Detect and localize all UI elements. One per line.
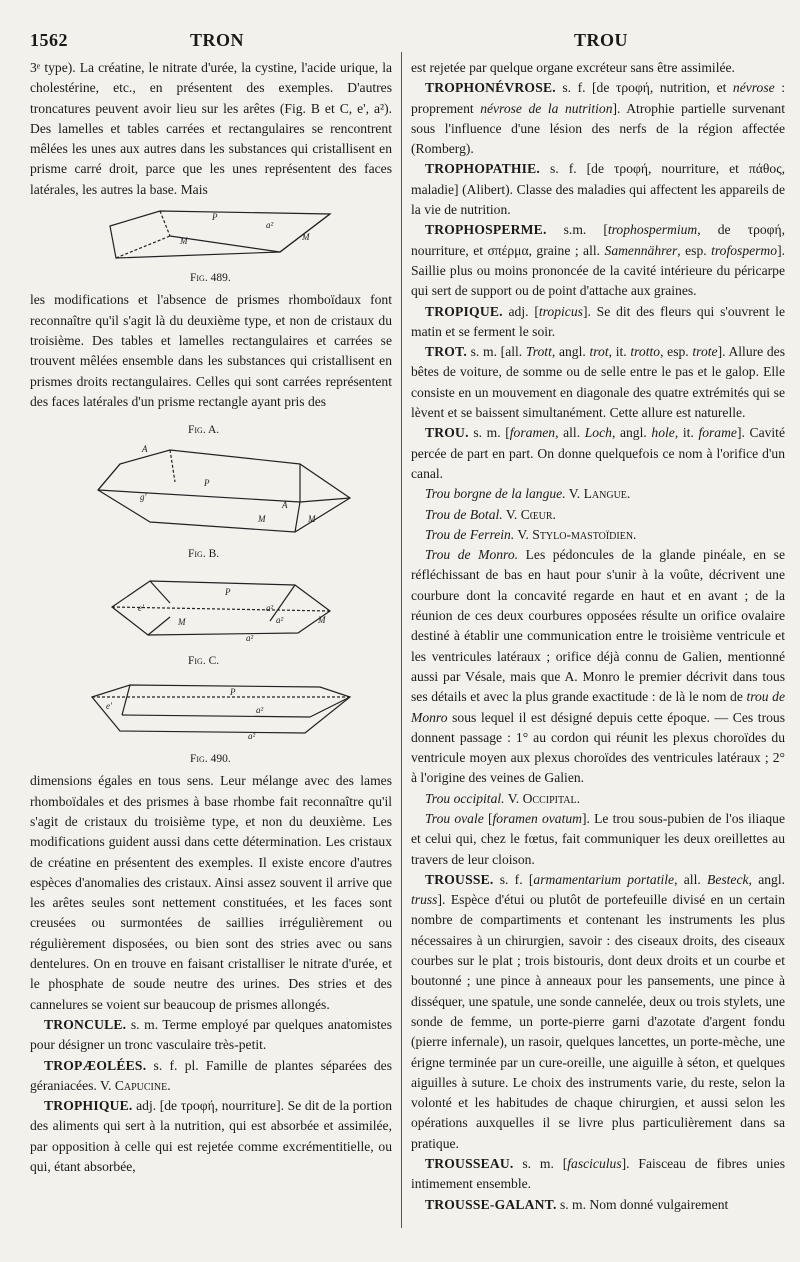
entry-text: s. f. [ — [493, 871, 534, 887]
figure-489 — [30, 202, 392, 266]
sub-entry-title: Trou occipital. — [425, 790, 505, 806]
dictionary-entry — [411, 870, 785, 1154]
entry-text: s.m. [ — [546, 222, 608, 238]
cross-reference: Cœur. — [520, 506, 556, 522]
figure-c — [30, 673, 392, 743]
figA-label: P — [204, 478, 210, 489]
figB-label: P — [225, 586, 231, 597]
dictionary-entry — [411, 159, 785, 220]
entry-text: , esp. — [677, 242, 712, 258]
figure-caption: Fig. C. — [188, 654, 220, 667]
cross-reference: Stylo-mastoïdien. — [532, 526, 637, 542]
entry-text: ]. Atrophie partielle survenant sous l'influence d'une lésion des nerfs de la région affectée (Romberg). — [411, 100, 785, 157]
entry-text: s. f. [de τροφή, nourriture, et πάθος, maladie] (Alibert). Classe des maladies qui affectent les appareils de la vie de nutrition. — [411, 161, 785, 218]
entry-text: ]. Saillie plus ou moins prononcée de la cavité intérieure du péricarpe qui sert de support ou de point d'attache aux graines. — [411, 242, 785, 299]
figC-label: a² — [256, 705, 264, 716]
entry-italic: truss — [411, 892, 438, 908]
headword: TROUSSEAU. — [425, 1156, 514, 1172]
entry-text: , it. — [608, 344, 631, 360]
sub-entry — [411, 809, 785, 870]
entry-text: , all. — [674, 871, 708, 887]
entry-text: ]. Le trou sous-pubien de l'os iliaque et celui qui, chez le fœtus, fait communiquer les deux oreillettes au travers de leur cloison. — [411, 810, 785, 867]
figA-label: A — [282, 500, 288, 511]
entry-italic: Trott — [525, 344, 552, 360]
figA-label: g' — [140, 492, 147, 503]
figA-label: M — [308, 514, 316, 525]
entry-italic: trotto — [630, 344, 661, 360]
sub-entry — [411, 484, 785, 504]
entry-italic: Samennährer — [604, 242, 678, 258]
entry-text: adj. [de τροφή, nourriture]. Se dit de la portion des aliments qui sert à la nutrition, qui est absorbée et assimilée, par opposition à celle qui est rejetée comme excrémentitielle, ou qui, étant absorbée, — [30, 1098, 392, 1174]
entry-text: s. f. [de τροφή, nutrition, et — [555, 80, 733, 96]
entry-italic: trot — [589, 344, 609, 360]
dictionary-entry — [411, 220, 785, 301]
entry-text: , angl. — [611, 425, 652, 441]
headword: TROPHOSPERME. — [425, 222, 547, 238]
column-divider — [401, 52, 402, 1228]
entry-italic: foramen — [509, 425, 556, 441]
entry-text: s. m. [all. — [466, 344, 526, 360]
headword: TROT. — [425, 344, 467, 360]
sub-entry — [411, 545, 785, 789]
fig489-label: a² — [266, 220, 274, 231]
entry-text: ]. Allure des bêtes de voiture, de somme ou de selle entre le pas et le galop. Elle consiste en un mouvement en diagonale des quatre extrémités qui se lèvent et se baissent simultanément. Cette allure est naturelle. — [411, 344, 785, 421]
entry-text: [ — [483, 810, 493, 826]
entry-italic: trou de Monro — [411, 689, 786, 725]
entry-text: s. m. Nom donné vulgairement — [556, 1196, 729, 1212]
entry-text: , de τροφή, nourriture, et σπέρμα, graine ; all. — [411, 222, 785, 258]
figure-caption: Fig. B. — [188, 548, 220, 561]
entry-italic: trote — [692, 344, 718, 360]
sub-entry — [411, 505, 785, 525]
figC-label: e' — [106, 701, 112, 712]
dictionary-entry — [30, 1096, 392, 1177]
cross-reference: Capucine. — [114, 1077, 171, 1093]
left-running-title: TRON — [190, 30, 245, 50]
dictionary-entry — [411, 302, 785, 343]
entry-italic: hole — [651, 425, 675, 441]
crystal-outline — [110, 211, 330, 258]
entry-text: Les pédoncules de la glande pinéale, en se réfléchissant de bas en haut pour s'unir à la voûte, décrivent une courbure dont la concavité regarde en haut et en avant ; de la réunion de ces deux courbures opposées résulte un orifice ovalaire destiné à établir une communication entre le troisième ventricule et les ventricules latéraux ; orifice déjà connu de Galien, mentionné aussi par Vésale, mais que A. Monro le premier décrivit dans tous ses détails et avec la plus grande exactitude : de là le nom de — [411, 547, 785, 705]
entry-italic: Besteck — [707, 871, 749, 887]
headword: TROPIQUE. — [425, 303, 503, 319]
figB-label: e' — [138, 602, 144, 613]
headword: TROPHIQUE. — [44, 1098, 133, 1114]
sub-entry-title: Trou de Monro. — [425, 547, 519, 563]
entry-text: sous lequel il est désigné depuis cette époque. — Ces trous donnent passage : 1° au cordon qui réunit les plexus choroïdes du ventricule moyen aux plexus choroïdes des ventricules latéraux ; 2° à l'origine des veines de Galien. — [411, 709, 785, 786]
headword: TROPÆOLÉES. — [44, 1057, 147, 1073]
paragraph: les modifications et l'absence de prismes rhomboïdaux font reconnaître qu'il s'agit là du deuxième type, et non de cristaux du troisième. Des tables et lamelles rectangulaires et carrées se trouvent mêlées ensemble dans les substances qui cristallisent en prismes droits rectangulaires. Celles qui sont carrées représentent des faces latérales d'un prisme rectangle ayant pris des — [30, 292, 392, 409]
entry-italic: névrose de la nutrition — [480, 100, 613, 116]
entry-italic: trophospermium — [607, 222, 698, 238]
sub-entry-title: Trou ovale — [425, 810, 484, 826]
figure-caption: Fig. 490. — [190, 753, 231, 766]
entry-text: , angl. — [748, 871, 785, 887]
cross-reference: Occipital. — [522, 790, 580, 806]
entry-text: s. f. pl. Famille de plantes séparées des géraniacées. V. — [30, 1057, 392, 1093]
headword: TROUSSE. — [425, 871, 494, 887]
headword: TROU. — [425, 425, 469, 441]
paragraph: est rejetée par quelque organe excréteur sans être assimilée. — [411, 60, 735, 75]
paragraph: dimensions égales en tous sens. Leur mélange avec des lames rhomboïdales et des prismes à base rhombe fait reconnaître qu'il s'agit de cristaux du troisième type, et non du deuxième. Les modifications guident aussi dans cette détermination. Les cristaux de créatine en présentent des exemples. Il existe encore d'autres espèces d'anomalies des cristaux. Ainsi assez souvent il arrive que les arêtes seules sont nettement constituées, et les faces sont creusées ou surmontées de saillies irrégulièrement ou régulièrement disposées, ou bien sont des stries avec ou sans dentelures. On en trouve en faisant cristalliser le nitrate d'urée, et le phosphate de soude neutre des urines. Des stries et des cannelures se voient sur beaucoup de prismes allongés. — [30, 773, 392, 1012]
page-header — [0, 30, 800, 54]
right-running-title: TROU — [574, 30, 629, 50]
figB-label: a² — [276, 614, 284, 625]
entry-text: , it. — [674, 425, 699, 441]
headword: TROUSSE-GALANT. — [425, 1196, 557, 1212]
figB-label: a² — [246, 632, 254, 643]
headword: TROPHOPATHIE. — [425, 161, 541, 177]
fig489-label: M — [302, 232, 310, 243]
sub-entry-title: Trou de Ferrein. — [425, 526, 515, 542]
entry-text: s. m. [ — [513, 1156, 568, 1172]
entry-italic: tropicus — [538, 303, 583, 319]
sub-entry-title: Trou de Botal. — [425, 506, 503, 522]
headword: TROPHONÉVROSE. — [425, 80, 556, 96]
figure-caption: Fig. 489. — [190, 272, 231, 285]
fig489-label: P — [212, 212, 218, 223]
right-column — [411, 58, 785, 1215]
entry-italic: armamentarium portatile — [533, 871, 675, 887]
entry-italic: forame — [698, 425, 737, 441]
entry-text: ]. Cavité percée de part en part. On donne quelquefois ce nom à l'orifice d'un canal. — [411, 425, 785, 481]
dictionary-entry — [30, 1015, 392, 1056]
entry-text: , all. — [555, 425, 585, 441]
left-column — [30, 58, 392, 1177]
figB-label: M — [318, 614, 326, 625]
entry-text: s. m. Terme employé par quelques anatomistes pour désigner un tronc vasculaire très-petit. — [30, 1016, 392, 1053]
entry-text: , angl. — [551, 344, 590, 360]
cross-reference: Langue. — [583, 486, 631, 502]
sub-entry — [411, 789, 785, 809]
dictionary-entry — [411, 78, 785, 159]
entry-italic: foramen ovatum — [492, 810, 582, 826]
entry-italic: Loch — [584, 425, 612, 441]
dictionary-entry — [30, 1056, 392, 1097]
entry-text: ]. Se dit des fleurs qui s'ouvrent le matin et se ferment le soir. — [411, 303, 785, 339]
entry-text: V. — [514, 526, 533, 542]
entry-text: adj. [ — [502, 303, 539, 319]
entry-text: V. — [565, 486, 584, 502]
entry-italic: fasciculus — [567, 1156, 622, 1172]
figA-label: M — [258, 514, 266, 525]
entry-italic: trofospermo — [711, 242, 778, 258]
fig489-label: M — [180, 236, 188, 247]
entry-text: V. — [504, 790, 523, 806]
figA-label: A — [142, 444, 148, 455]
headword: TRONCULE. — [44, 1016, 127, 1032]
page-number: 1562 — [30, 30, 68, 50]
entry-text: : proprement — [411, 80, 785, 116]
figure-caption: Fig. A. — [188, 424, 220, 437]
figure-b — [30, 567, 392, 649]
dictionary-entry — [411, 1154, 785, 1195]
figB-label: M — [178, 616, 186, 627]
entry-text: , esp. — [660, 344, 693, 360]
entry-text: s. m. [ — [468, 425, 510, 441]
dictionary-entry — [411, 1195, 785, 1215]
entry-text: V. — [502, 506, 521, 522]
crystal-outline — [92, 685, 350, 733]
entry-text: ]. Espèce d'étui ou plutôt de portefeuille divisé en un certain nombre de compartiments et contenant les instruments les plus nécessaires à un chirurgien, savoir : des ciseaux droits, des ciseaux courbes sur le plat ; trois bistouris, dont deux droits et un courbe et boutonné ; une pince à anneaux pour les pansements, une pince à disséquer, une spatule, une sonde cannelée, deux ou trois stylets, une sonde de femme, un porte-pierre garni d'azotate d'argent fondu (pierre infernale), un rasoir, quelques lancettes, un porte-mèche, une érigne terminée par un cure-oreille, une aiguille à séton, et quelques aiguilles à suture. Le choix des instruments varie, du reste, selon la volonté et les habitudes de chaque chirurgien, et aussi selon les opérations auxquelles il se livre plus particulièrement dans sa pratique. — [411, 892, 785, 1151]
dictionary-entry — [411, 423, 785, 484]
figC-label: a² — [248, 731, 256, 742]
figure-a — [30, 442, 392, 542]
sub-entry — [411, 525, 785, 545]
entry-italic: névrose — [732, 80, 775, 96]
paragraph: 3ᵉ type). La créatine, le nitrate d'urée, la cystine, l'acide urique, la cholestérine, etc., en présentent des exemples. D'autres troncatures peuvent avoir lieu sur les arêtes (Fig. B et C, e', a²). Des lamelles et tables carrées et rectangulaires se rencontrent mêlées les unes aux autres dans les substances qui cristallisent en prisme carré droit, parce que les unes représentent des faces latérales, les autres la base. Mais — [30, 60, 392, 197]
figC-label: P — [230, 687, 236, 698]
sub-entry-title: Trou borgne de la langue. — [425, 486, 566, 502]
figB-label: a² — [266, 602, 274, 613]
entry-text: ]. Faisceau de fibres unies intimement ensemble. — [411, 1156, 785, 1192]
dictionary-entry — [411, 342, 785, 423]
